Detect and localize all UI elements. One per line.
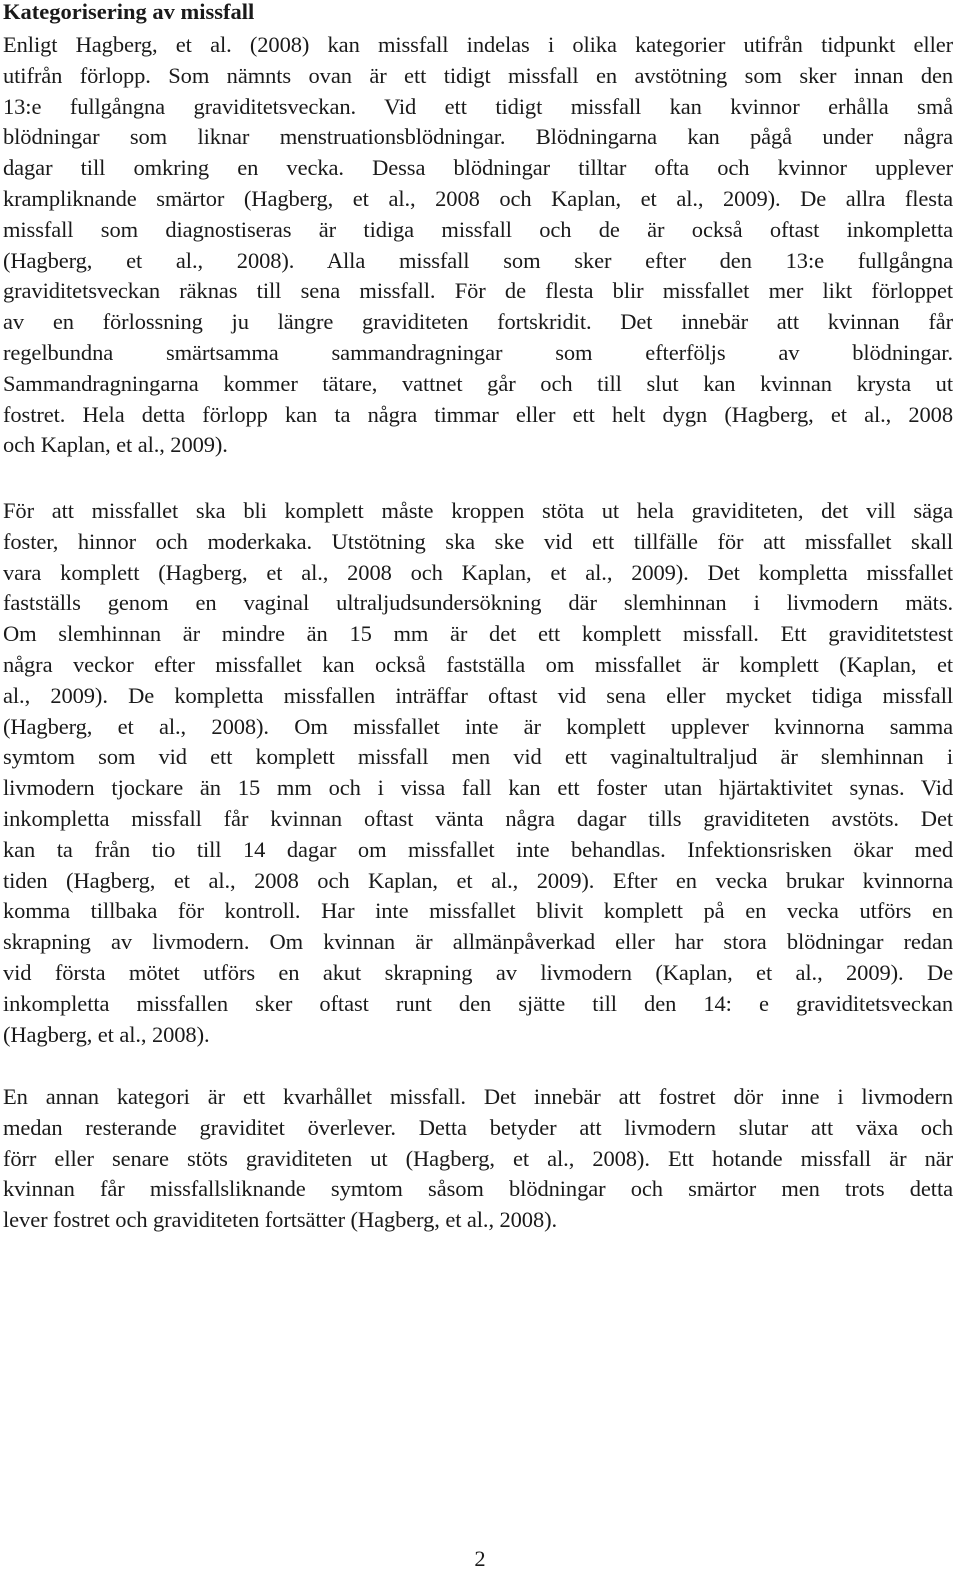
- text-line: inkompletta missfall får kvinnan oftast vänta några dagar tills graviditeten avstöts. Det: [3, 805, 953, 831]
- text-line: (Hagberg, et al., 2008). Alla missfall som sker efter den 13:e fullgångna: [3, 247, 953, 273]
- text-line: al., 2009). De kompletta missfallen inträffar oftast vid sena eller mycket tidiga missfall: [3, 682, 953, 708]
- text-line: lever fostret och graviditeten fortsätter (Hagberg, et al., 2008).: [3, 1207, 558, 1233]
- text-line: skrapning av livmodern. Om kvinnan är allmänpåverkad eller har stora blödningar redan: [3, 929, 953, 955]
- text-line: (Hagberg, et al., 2008). Om missfallet inte är komplett upplever kvinnorna samma: [3, 713, 953, 739]
- text-line: symtom som vid ett komplett missfall men vid ett vaginaltultraljud är slemhinnan i: [3, 744, 953, 770]
- text-line: vara komplett (Hagberg, et al., 2008 och Kaplan, et al., 2009). Det kompletta missfallet: [3, 559, 953, 585]
- text-line: En annan kategori är ett kvarhållet missfall. Det innebär att fostret dör inne i livmodern: [3, 1084, 953, 1109]
- text-line: regelbundna smärtsamma sammandragningar som efterföljs av blödningar.: [3, 339, 953, 365]
- text-line: Sammandragningarna kommer tätare, vattnet går och till slut kan kvinnan krysta ut: [3, 370, 953, 396]
- text-line: För att missfallet ska bli komplett måste kroppen stöta ut hela graviditeten, det vill säga: [3, 498, 953, 523]
- text-line: kvinnan får missfallsliknande symtom såsom blödningar och smärtor men trots detta: [3, 1176, 953, 1202]
- text-line: (Hagberg, et al., 2008).: [3, 1021, 210, 1047]
- text-line: fastställs genom en vaginal ultraljudsundersökning där slemhinnan i livmodern mäts.: [3, 590, 953, 616]
- text-line: Enligt Hagberg, et al. (2008) kan missfall indelas i olika kategorier utifrån tidpunkt eller: [3, 32, 953, 57]
- paragraph-complete-miscarriage: [3, 496, 953, 1050]
- text-line: fostret. Hela detta förlopp kan ta några timmar eller ett helt dygn (Hagberg, et al., 2008: [3, 401, 953, 427]
- text-line: och Kaplan, et al., 2009).: [3, 432, 228, 458]
- text-line: inkompletta missfallen sker oftast runt den sjätte till den 14: e graviditetsveckan: [3, 990, 953, 1016]
- paragraph-miscarriage-categories: [3, 30, 953, 461]
- text-line: utifrån förlopp. Som nämnts ovan är ett tidigt missfall en avstötning som sker innan den: [3, 62, 953, 88]
- text-line: av en förlossning ju längre graviditeten fortskridit. Det innebär att kvinnan får: [3, 309, 953, 335]
- text-line: krampliknande smärtor (Hagberg, et al., 2008 och Kaplan, et al., 2009). De allra flesta: [3, 185, 953, 211]
- text-line: medan resterande graviditet överlever. Detta betyder att livmodern slutar att växa och: [3, 1114, 953, 1140]
- text-line: komma tillbaka för kontroll. Har inte missfallet blivit komplett på en vecka utförs en: [3, 898, 953, 924]
- text-line: kan ta från tio till 14 dagar om missfallet inte behandlas. Infektionsrisken ökar med: [3, 836, 953, 862]
- text-line: foster, hinnor och moderkaka. Utstötning ska ske vid ett tillfälle för att missfallet skall: [3, 528, 953, 554]
- paragraph-missed-miscarriage: [3, 1082, 953, 1236]
- text-line: 13:e fullgångna graviditetsveckan. Vid ett tidigt missfall kan kvinnor erhålla små: [3, 93, 953, 119]
- text-line: livmodern tjockare än 15 mm och i vissa fall kan ett foster utan hjärtaktivitet synas. Vid: [3, 775, 953, 801]
- text-line: vid första mötet utförs en akut skrapning av livmodern (Kaplan, et al., 2009). De: [3, 959, 953, 985]
- text-line: dagar till omkring en vecka. Dessa blödningar tilltar ofta och kvinnor upplever: [3, 155, 953, 181]
- text-line: tiden (Hagberg, et al., 2008 och Kaplan, et al., 2009). Efter en vecka brukar kvinnorna: [3, 867, 953, 893]
- text-line: missfall som diagnostiseras är tidiga missfall och de är också oftast inkompletta: [3, 216, 953, 242]
- page-number: 2: [474, 1546, 486, 1571]
- text-line: graviditetsveckan räknas till sena missfall. För de flesta blir missfallet mer likt förloppet: [3, 278, 953, 304]
- text-line: några veckor efter missfallet kan också fastställa om missfallet är komplett (Kaplan, et: [3, 651, 953, 677]
- section-heading: Kategorisering av missfall: [3, 0, 255, 24]
- text-line: blödningar som liknar menstruationsblödningar. Blödningarna kan pågå under några: [3, 124, 953, 150]
- text-line: förr eller senare stöts graviditeten ut (Hagberg, et al., 2008). Ett hotande missfall är när: [3, 1145, 953, 1171]
- text-line: Om slemhinnan är mindre än 15 mm är det ett komplett missfall. Ett graviditetstest: [3, 621, 953, 647]
